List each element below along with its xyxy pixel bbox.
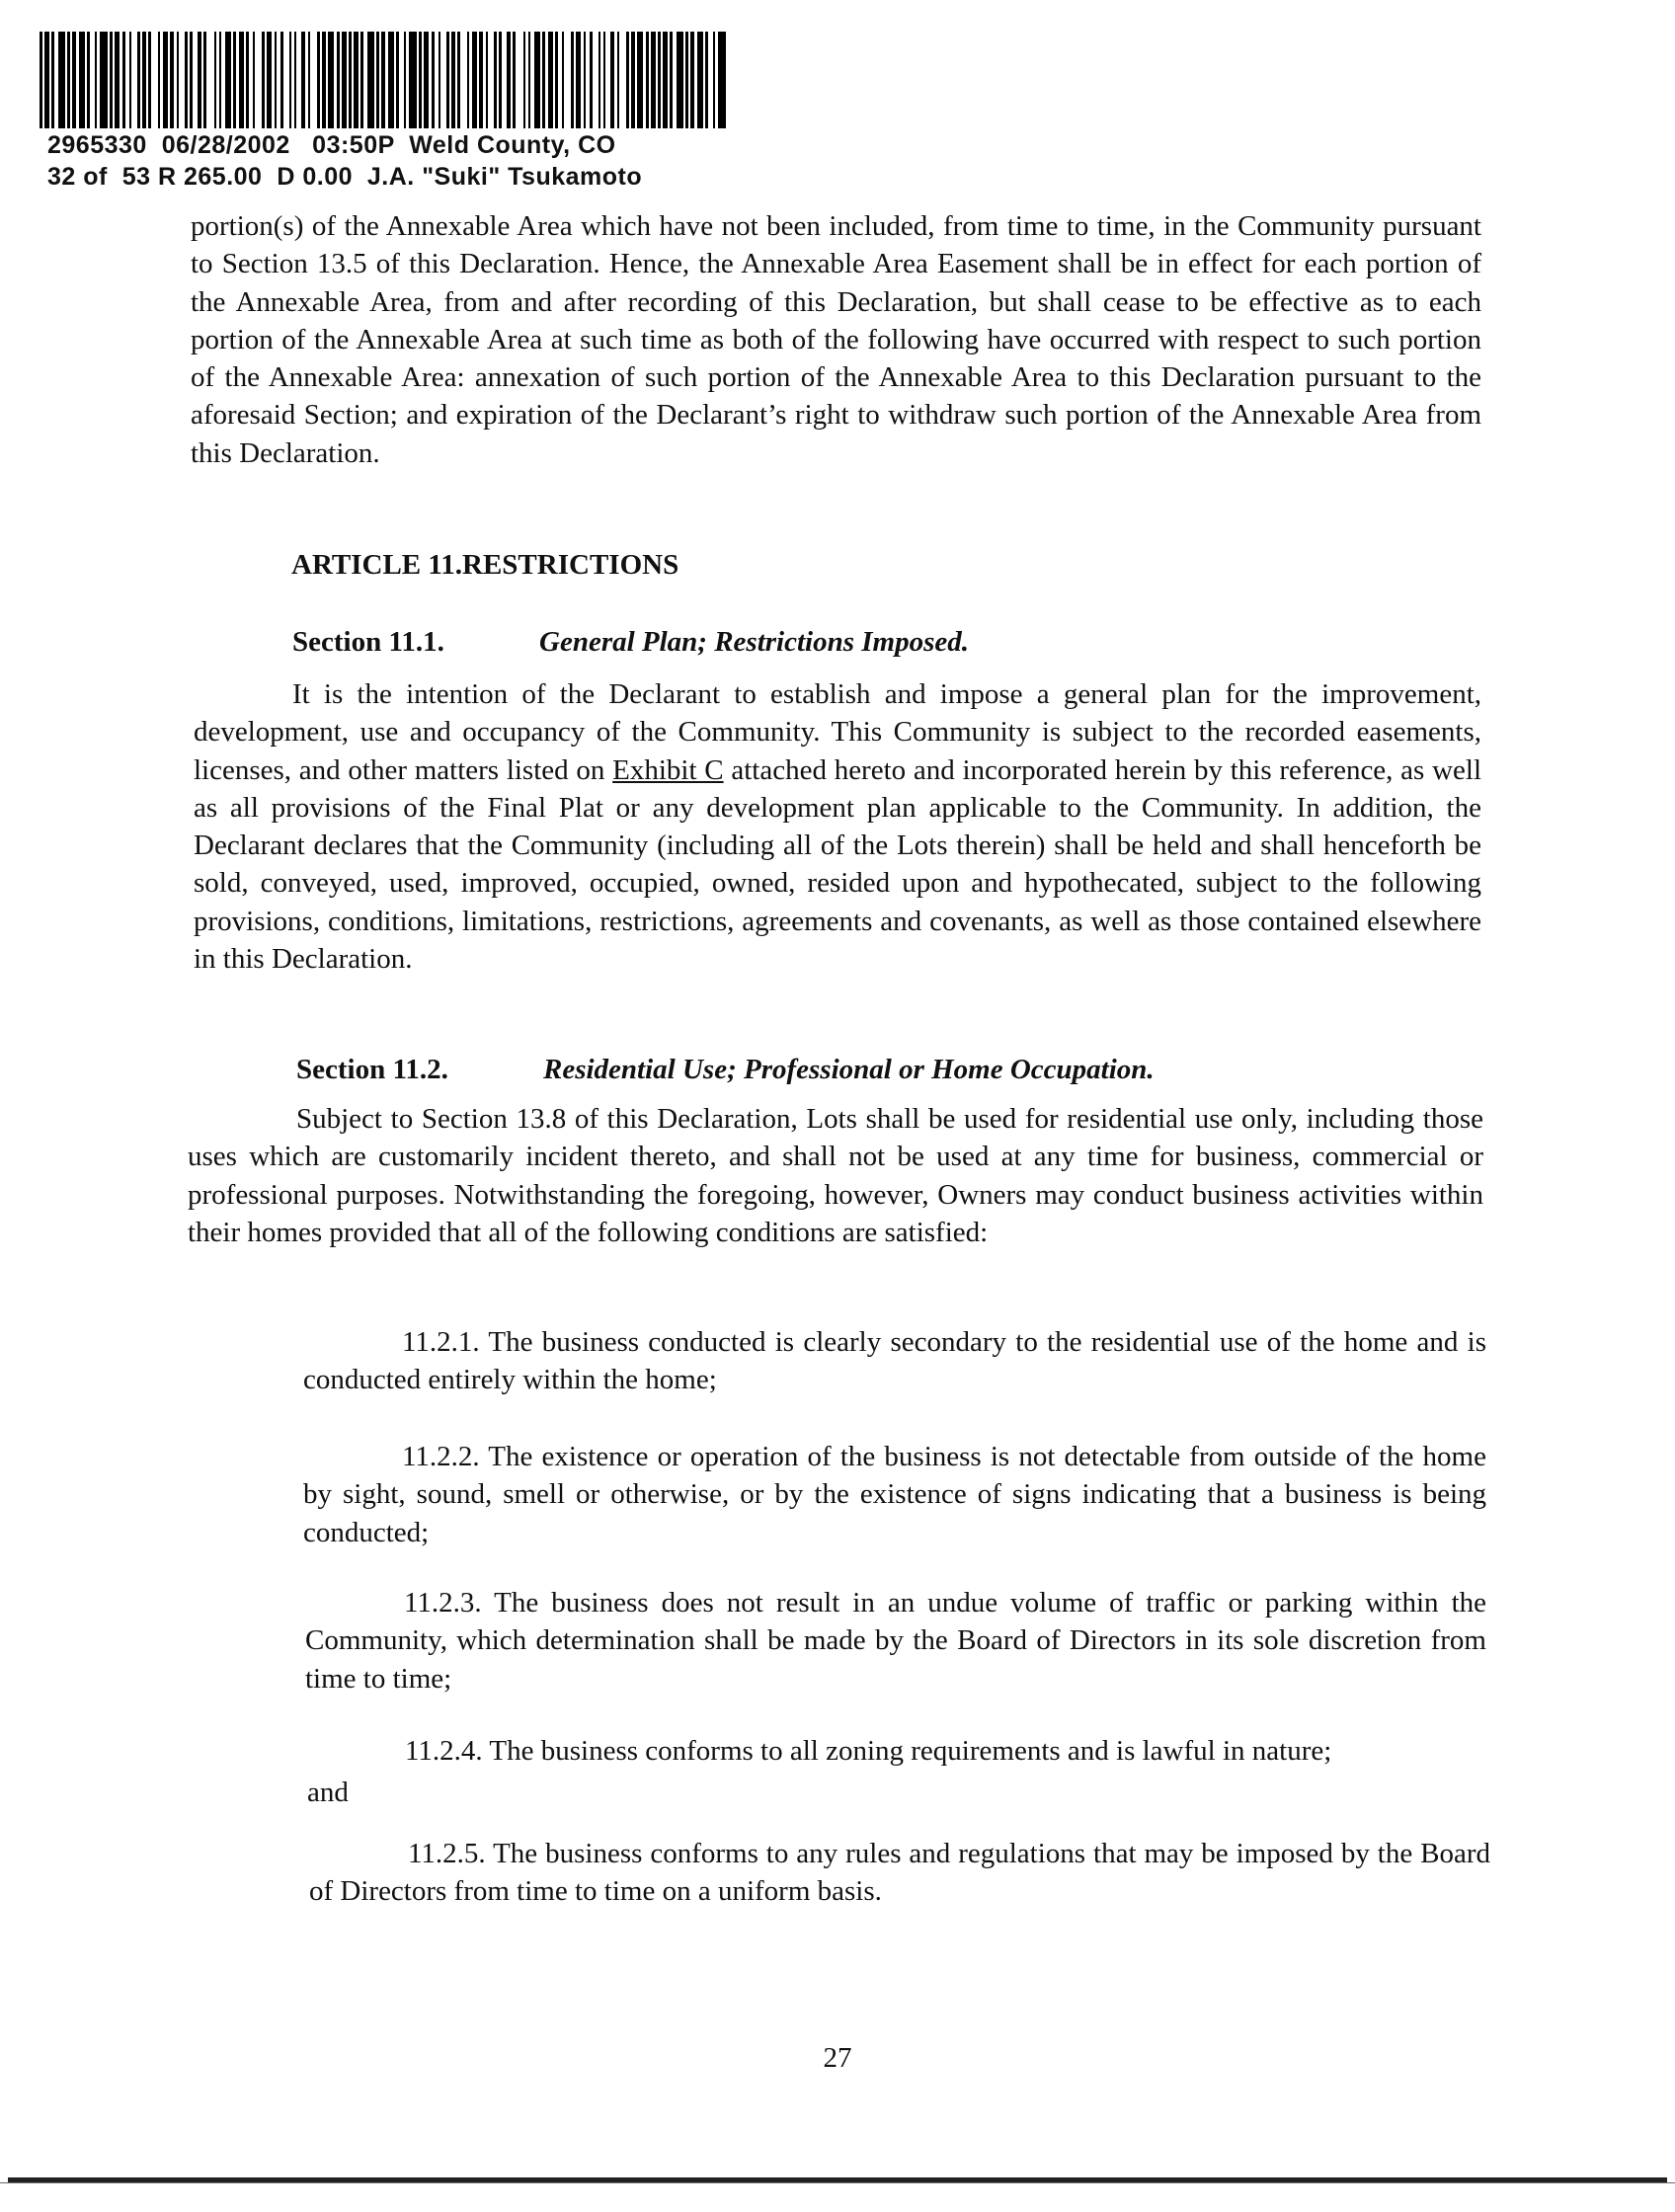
barcode-bar [523, 32, 525, 128]
barcode-bar [267, 32, 272, 128]
barcode-bar [72, 32, 76, 128]
barcode-bar [51, 32, 54, 128]
barcode-bar [148, 32, 151, 128]
recording-stamp-line-2: 32 of 53 R 265.00 D 0.00 J.A. "Suki" Tsukamoto [47, 163, 643, 191]
barcode-bar [322, 32, 326, 128]
barcode-bar [457, 32, 460, 128]
barcode-bar [185, 32, 188, 128]
barcode-bar [214, 32, 216, 128]
recording-stamp-line-1: 2965330 06/28/2002 03:50P Weld County, CO [47, 131, 616, 159]
barcode-bar [499, 32, 502, 128]
bottom-scan-edge-shadow [0, 2182, 1675, 2183]
barcode-bar [349, 32, 352, 128]
barcode-bar [198, 32, 201, 128]
barcode-bar [294, 32, 296, 128]
list-item: 11.2.3. The business does not result in an undue volume of traffic or parking within the Community, which determination shall be made by the Board of Directors in its sole discretion from time to time; [305, 1587, 1486, 1695]
barcode-bar [534, 32, 540, 128]
barcode-bar [376, 32, 379, 128]
barcode-bar [301, 32, 305, 128]
barcode-bar [129, 32, 131, 128]
barcode-bar [548, 32, 553, 128]
barcode-bar [705, 32, 708, 128]
recording-barcode [40, 32, 727, 128]
barcode-bar [603, 32, 605, 128]
barcode-bar [44, 32, 49, 128]
barcode-bar [110, 32, 113, 128]
barcode-bar [479, 32, 483, 128]
section-11-1-paragraph [194, 675, 1481, 978]
barcode-bar [472, 32, 477, 128]
barcode-bar [404, 32, 406, 128]
barcode-bar [562, 32, 564, 128]
barcode-bar [542, 32, 545, 128]
barcode-bar [626, 32, 629, 128]
barcode-bar [419, 32, 422, 128]
barcode-bar [122, 32, 125, 128]
barcode-bar [571, 32, 574, 128]
barcode-bar [690, 32, 694, 128]
barcode-bar [590, 32, 593, 128]
barcode-bar [79, 32, 85, 128]
barcode-bar [275, 32, 277, 128]
barcode-bar [670, 32, 673, 128]
list-item: 11.2.1. The business conducted is clearly secondary to the residential use of the home and is conducted entirely within the home; [303, 1326, 1486, 1396]
barcode-bar [432, 32, 435, 128]
barcode-bar [342, 32, 347, 128]
barcode-bar [360, 32, 363, 128]
barcode-bar [40, 32, 42, 128]
barcode-bar [598, 32, 600, 128]
section-11-1-text-after: attached hereto and incorporated herein by this reference, as well as all provisions of the Final Plat or any development plan applicable to the Community. In addition, the Declarant declares that the Community (including all of the Lots therein) shall be held and shall henceforth be sold, conveyed, used, improved, occupied, owned, resided upon and hypothecated, subject to the following provisions, conditions, limitations, restrictions, agreements and covenants, as well as those contained elsewhere in this Declaration. [194, 753, 1481, 976]
barcode-bar [451, 32, 455, 128]
barcode-bar [246, 32, 249, 128]
barcode-bar [631, 32, 635, 128]
barcode-bar [203, 32, 206, 128]
barcode-bar [685, 32, 688, 128]
barcode-bar [424, 32, 429, 128]
barcode-bar [115, 32, 120, 128]
barcode-bar [158, 32, 160, 128]
barcode-bar [507, 32, 511, 128]
barcode-bar [513, 32, 516, 128]
barcode-bar [354, 32, 359, 128]
barcode-bar [697, 32, 703, 128]
list-item-continuation: and [307, 1777, 349, 1808]
barcode-bar [190, 32, 193, 128]
barcode-bar [677, 32, 683, 128]
continuation-paragraph: portion(s) of the Annexable Area which have not been included, from time to time, in the Community pursuant to Section 13.5 of this Declaration. Hence, the Annexable Area Easement shall be in effect for each portion of the Annexable Area, from and after recording of this Declaration, but shall cease to be effective as to each portion of the Annexable Area at such time as both of the following have occurred with respect to such portion of the Annexable Area: annexation of such portion of the Annexable Area to this Declaration pursuant to the aforesaid Section; and expiration of the Declarant’s right to withdraw such portion of the Annexable Area from this Declaration. [191, 210, 1481, 469]
barcode-bar [137, 32, 140, 128]
barcode-bar [58, 32, 65, 128]
barcode-bar [439, 32, 440, 128]
barcode-bar [713, 32, 715, 128]
barcode-bar [280, 32, 283, 128]
section-11-1-heading [292, 626, 969, 659]
exhibit-c-reference: Exhibit C [612, 753, 724, 786]
barcode-bar [584, 32, 586, 128]
barcode-bar [467, 32, 469, 128]
section-number: Section 11.1. [292, 626, 444, 658]
barcode-bar [163, 32, 168, 128]
section-title: General Plan; Restrictions Imposed. [539, 626, 970, 658]
barcode-bar [486, 32, 488, 128]
barcode-bar [663, 32, 668, 128]
barcode-bar [337, 32, 340, 128]
barcode-bar [651, 32, 656, 128]
barcode-bar [396, 32, 399, 128]
barcode-bar [87, 32, 90, 128]
barcode-bar [576, 32, 581, 128]
barcode-bar [381, 32, 385, 128]
barcode-bar [95, 32, 97, 128]
barcode-bar [170, 32, 174, 128]
section-11-2-paragraph: Subject to Section 13.8 of this Declaration, Lots shall be used for residential use only, including those uses which are customarily incident thereto, and shall not be used at any time for business, commercial or professional purposes. Notwithstanding the foregoing, however, Owners may conduct business activities within their homes provided that all of the following conditions are satisfied: [188, 1103, 1483, 1248]
barcode-bar [718, 32, 726, 128]
barcode-bar [262, 32, 265, 128]
barcode-bar [610, 32, 614, 128]
article-heading: ARTICLE 11.RESTRICTIONS [291, 549, 679, 581]
barcode-bar [328, 32, 334, 128]
section-11-1-text-before: It is the intention of the Declarant to establish and impose a general plan for the improvement, development, use and occupancy of the Community. This Community is subject to the recorded easements, licenses, and other matters listed on [194, 678, 1481, 786]
barcode-bar [225, 32, 231, 128]
barcode-bar [100, 32, 108, 128]
list-item: 11.2.4. The business conforms to all zoning requirements and is lawful in nature; [405, 1735, 1332, 1767]
page-number: 27 [823, 2042, 852, 2074]
barcode-bar [494, 32, 497, 128]
list-item: 11.2.2. The existence or operation of the business is not detectable from outside of the home by sight, sound, smell or otherwise, or by the existence of signs indicating that a business is being conducted; [303, 1441, 1486, 1548]
barcode-bar [409, 32, 417, 128]
barcode-bar [658, 32, 661, 128]
barcode-bar [617, 32, 619, 128]
barcode-bar [637, 32, 643, 128]
barcode-bar [446, 32, 449, 128]
barcode-bar [646, 32, 649, 128]
barcode-bar [67, 32, 70, 128]
section-title: Residential Use; Professional or Home Occupation. [543, 1054, 1155, 1085]
barcode-bar [388, 32, 394, 128]
barcode-bar [239, 32, 244, 128]
barcode-bar [317, 32, 320, 128]
barcode-bar [308, 32, 310, 128]
barcode-bar [233, 32, 236, 128]
barcode-bar [367, 32, 374, 128]
barcode-bar [253, 32, 255, 128]
barcode-bar [555, 32, 558, 128]
barcode-bar [219, 32, 221, 128]
barcode-bar [289, 32, 291, 128]
section-number: Section 11.2. [296, 1054, 448, 1085]
list-item: 11.2.5. The business conforms to any rules and regulations that may be imposed by the Board of Directors from time to time on a uniform basis. [309, 1838, 1490, 1908]
barcode-bar [528, 32, 530, 128]
barcode-bar [142, 32, 146, 128]
section-11-2-heading [296, 1054, 1155, 1086]
barcode-bar [177, 32, 179, 128]
